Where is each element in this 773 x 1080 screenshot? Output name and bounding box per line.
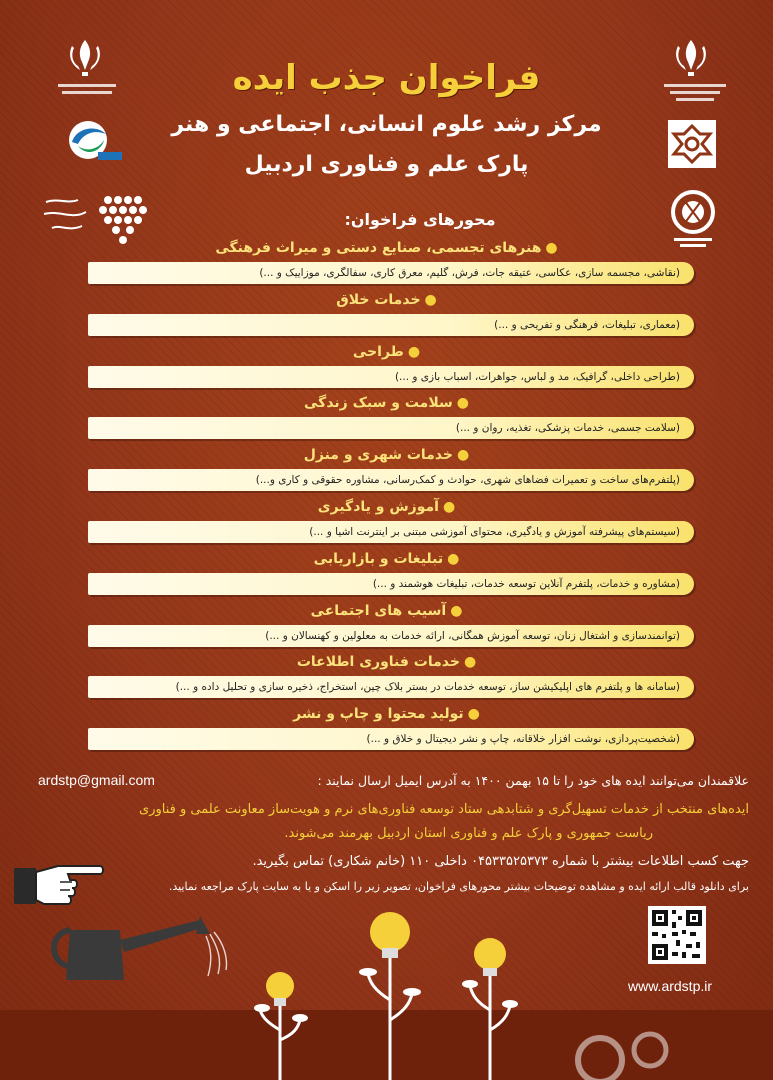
category-items-bar: [88, 262, 694, 284]
center-name: مرکز رشد علوم انسانی، اجتماعی و هنر: [171, 112, 602, 137]
category-items-bar: [88, 625, 694, 647]
category-title: [0, 499, 773, 515]
category-items-text: (توانمندسازی و اشتغال زنان، توسعه آموزش همگانی، ارائه خدمات به معلولین و کهنسالان و ...): [265, 630, 680, 642]
category-title: [0, 654, 773, 670]
gear-decoration-icon: [560, 1010, 680, 1080]
bullet-icon: ●: [456, 395, 469, 411]
category-items-text: (سامانه ها و پلتفرم های اپلیکیشن ساز، توسعه خدمات در بستر بلاک چین، استخراج، ذخیره سازی و تحلیل داده و ...): [175, 681, 680, 693]
category-title: [0, 706, 773, 722]
axes-heading: محورهای فراخوان:: [344, 210, 496, 229]
category-title: [0, 240, 773, 256]
email-link[interactable]: ardstp@gmail.com: [38, 772, 155, 788]
selected-ideas-text: ایده‌های منتخب از خدمات تسهیل‌گری و شتابدهی ستاد توسعه فناوری‌های نرم و هویت‌ساز معاونت علمی و فناوری: [139, 802, 749, 817]
category-title-text: آموزش و یادگیری: [317, 499, 439, 515]
category-items-text: (معماری، تبلیغات، فرهنگی و تفریحی و ...): [494, 319, 680, 331]
category-items-bar: [88, 469, 694, 491]
page-title: فراخوان جذب ایده: [232, 58, 541, 98]
category-items-bar: [88, 728, 694, 750]
qr-code-icon[interactable]: [648, 906, 706, 964]
category-title: [0, 551, 773, 567]
bullet-icon: ●: [407, 344, 421, 360]
category-items-bar: [88, 573, 694, 595]
category-title: [0, 447, 773, 463]
category-title-text: تولید محتوا و چاپ و نشر: [293, 706, 464, 722]
bullet-icon: ●: [424, 292, 437, 308]
download-text: برای دانلود قالب ارائه ایده و مشاهده توضیحات بیشتر محورهای فراخوان، تصویر زیر را اسکن و یا به سایت پارک مراجعه نمایید.: [168, 880, 749, 893]
category-title: [0, 603, 773, 619]
category-items-text: (سیستم‌های پیشرفته آموزش و یادگیری، محتوای آموزشی مبتنی بر اینترنت اشیا و ...): [309, 526, 680, 538]
bullet-icon: ●: [447, 551, 460, 567]
bullet-icon: ●: [457, 447, 470, 463]
category-title-text: هنرهای تجسمی، صنایع دستی و میراث فرهنگی: [215, 240, 542, 256]
ministry-culture-logo-icon: [38, 190, 150, 246]
category-title-text: طراحی: [352, 344, 404, 360]
bullet-icon: ●: [463, 654, 477, 670]
category-title-text: خدمات شهری و منزل: [303, 447, 454, 463]
category-items-text: (طراحی داخلی، گرافیک، مد و لباس، جواهرات، اسباب بازی و ...): [394, 371, 680, 383]
park-name: پارک علم و فناوری اردبیل: [244, 152, 529, 177]
category-title-text: خدمات خلاق: [336, 292, 421, 308]
category-items-text: (شخصیت‌پردازی، نوشت افزار خلاقانه، چاپ و نشر دیجیتال و خلاق و ...): [366, 733, 680, 745]
contact-text: جهت کسب اطلاعات بیشتر با شماره ۰۴۵۳۳۵۲۵۳۷۳ داخلی ۱۱۰ (خانم شکاری) تماس بگیرید.: [252, 854, 749, 869]
category-items-bar: [88, 314, 694, 336]
category-title-text: تبلیغات و بازاریابی: [313, 551, 444, 567]
category-title-text: خدمات فناوری اطلاعات: [296, 654, 460, 670]
watering-can-icon: [50, 900, 230, 990]
category-title: [0, 292, 773, 308]
category-items-bar: [88, 521, 694, 543]
lightbulb-plant-icon: [240, 890, 540, 1080]
category-title: [0, 344, 773, 360]
bullet-icon: ●: [467, 706, 480, 722]
category-items-text: (مشاوره و خدمات، پلتفرم آنلاین توسعه خدمات، تبلیغات هوشمند و ...): [372, 578, 680, 590]
bullet-icon: ●: [450, 603, 463, 619]
category-items-text: (سلامت جسمی، خدمات پزشکی، تغذیه، روان و ...): [455, 422, 680, 434]
category-title-text: آسیب های اجتماعی: [310, 603, 447, 619]
bullet-icon: ●: [545, 240, 558, 256]
bullet-icon: ●: [442, 499, 456, 515]
category-items-bar: [88, 676, 694, 698]
category-items-text: (پلتفرم‌های ساخت و تعمیرات فضاهای شهری، حوادث و کمک‌رسانی، مشاوره حقوقی و کاری و...): [255, 474, 680, 486]
category-items-bar: [88, 366, 694, 388]
selected-ideas-text-2: ریاست جمهوری و پارک علم و فناوری استان اردبیل بهرمند می‌شوند.: [284, 826, 653, 841]
category-items-bar: [88, 417, 694, 439]
category-title: [0, 395, 773, 411]
website-link[interactable]: www.ardstp.ir: [628, 978, 713, 994]
category-items-text: (نقاشی، مجسمه سازی، عکاسی، عتیقه جات، فرش، گلیم، معرق کاری، سفالگری، موزاییک و ...): [259, 267, 680, 279]
category-title-text: سلامت و سبک زندگی: [304, 395, 453, 411]
deadline-text: علاقمندان می‌توانند ایده های خود را تا ۱۵ بهمن ۱۴۰۰ به آدرس ایمیل ارسال نمایند :: [317, 773, 749, 788]
